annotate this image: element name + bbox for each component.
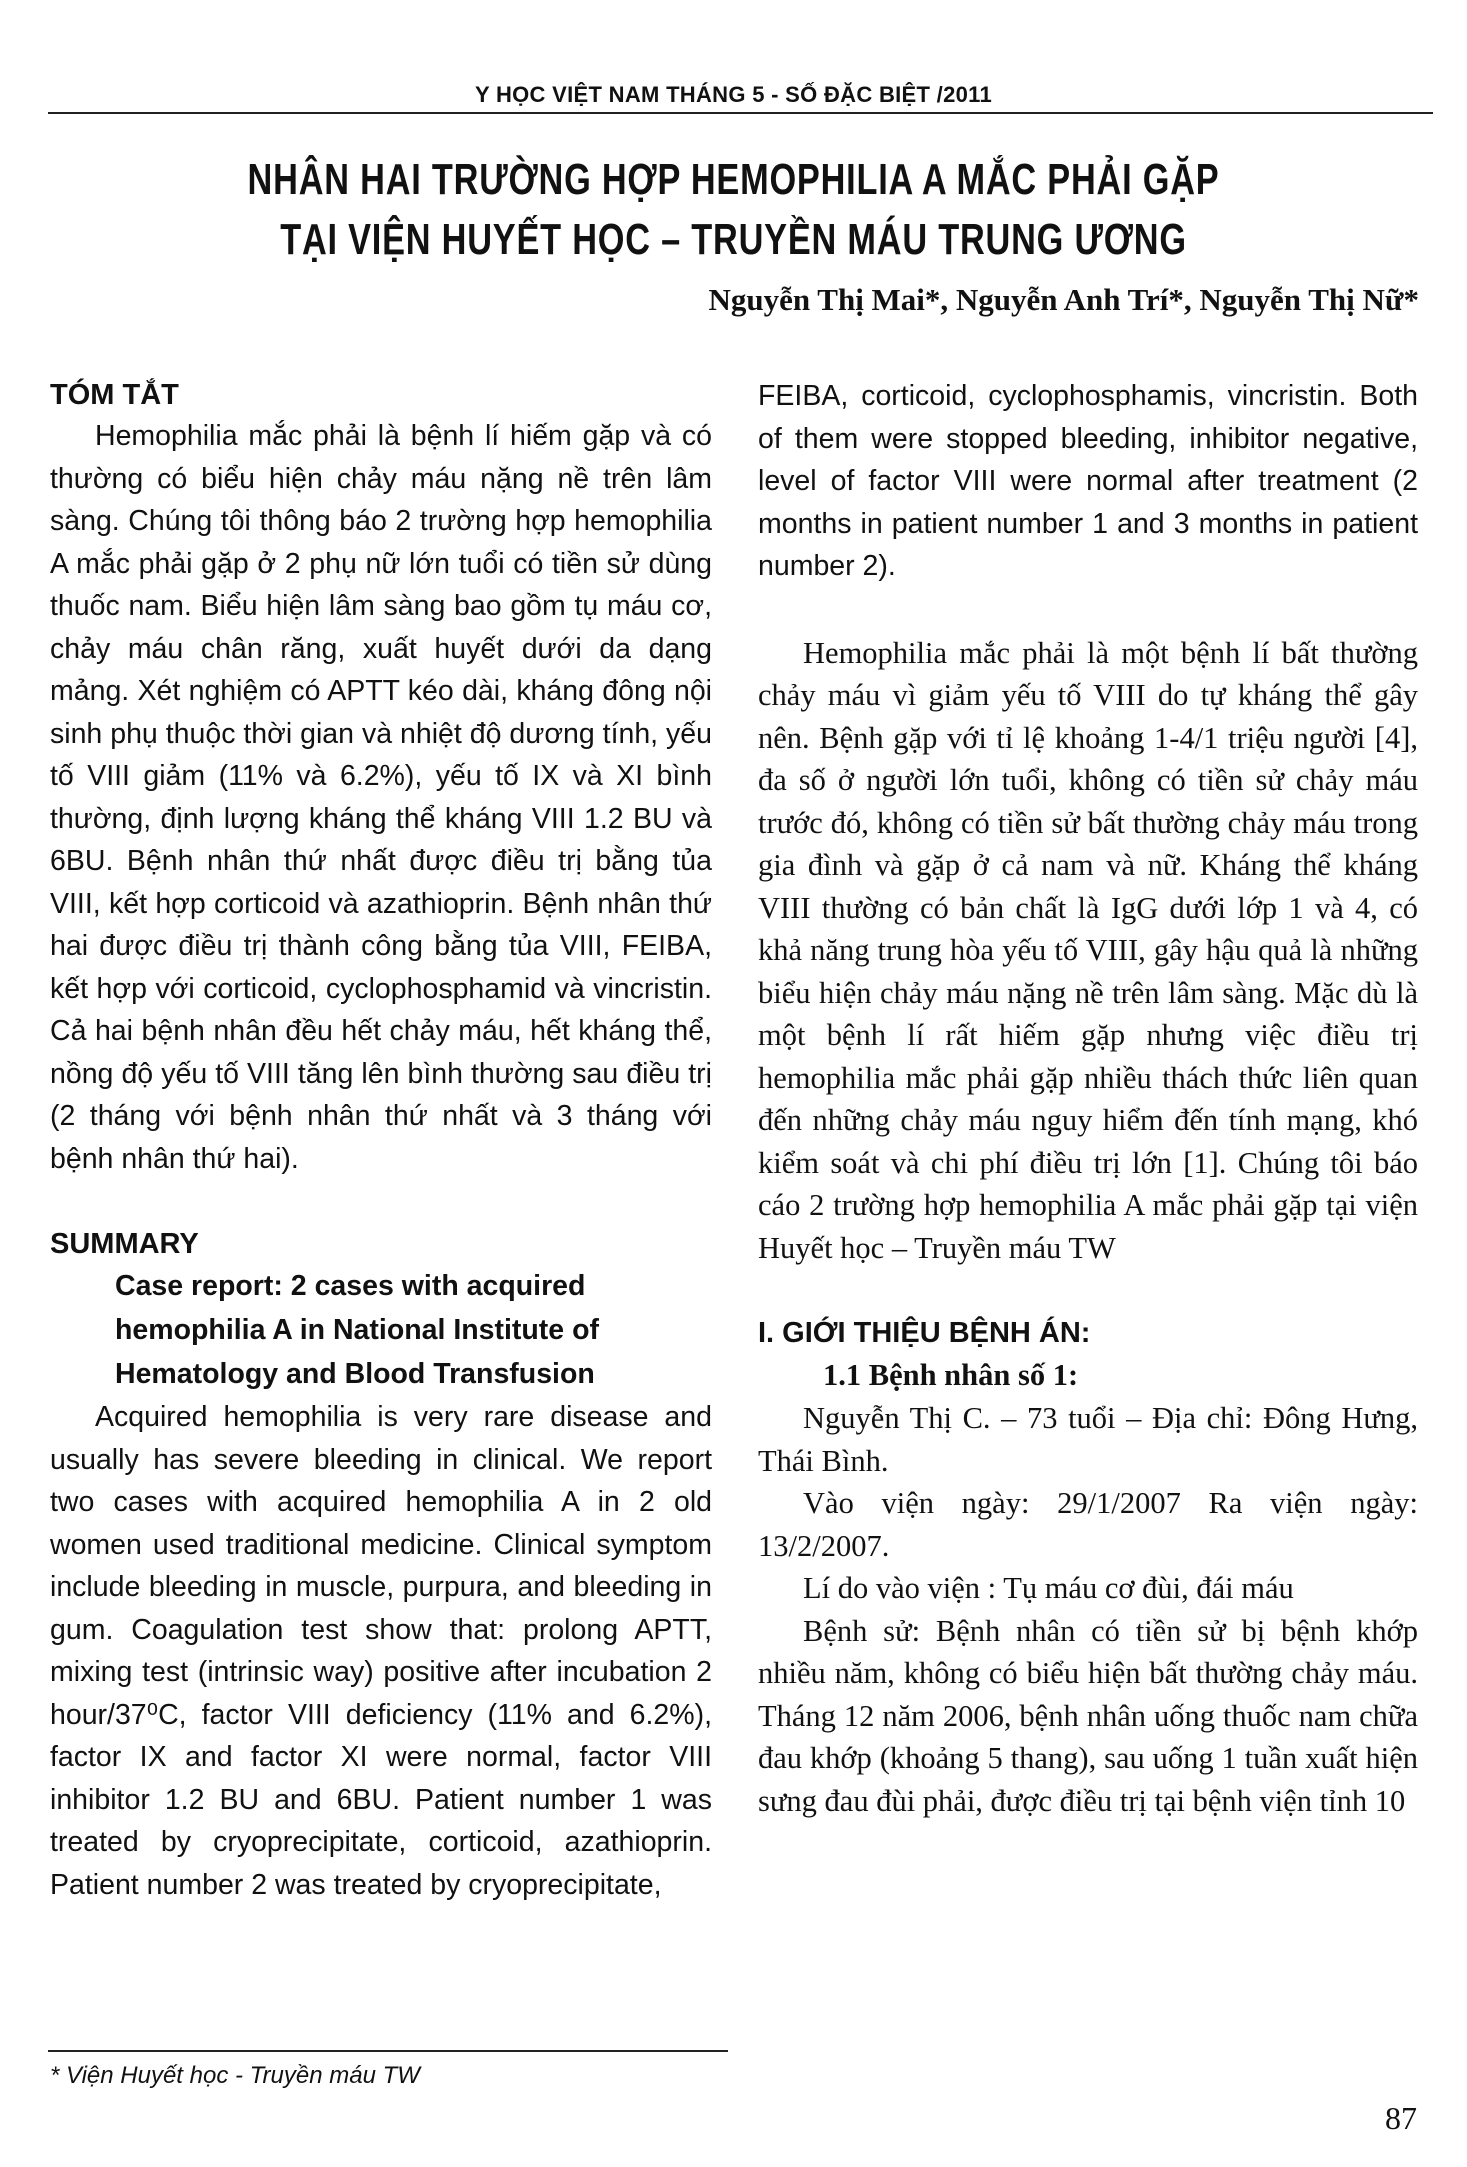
author-list: Nguyễn Thị Mai*, Nguyễn Anh Trí*, Nguyễn Thị Nữ* xyxy=(708,282,1419,317)
running-head: Y HỌC VIỆT NAM THÁNG 5 - SỐ ĐẶC BIỆT /2011 xyxy=(474,82,993,107)
title-line-1: NHÂN HAI TRƯỜNG HỢP HEMOPHILIA A MẮC PHẢI GẶP xyxy=(247,155,1220,204)
admission-reason: Lí do vào viện : Tụ máu cơ đùi, đái máu xyxy=(803,1571,1294,1605)
title-line-2: TẠI VIỆN HUYẾT HỌC – TRUYỀN MÁU TRUNG ƯƠNG xyxy=(280,215,1187,264)
summary-title: Case report: 2 cases with acquired hemophilia A in National Institute of Hematology and Blood Transfusion xyxy=(115,1270,599,1390)
patient-info: Nguyễn Thị C. – 73 tuổi – Địa chỉ: Đông Hưng, Thái Bình. xyxy=(758,1401,1418,1478)
tomtat-paragraph: Hemophilia mắc phải là bệnh lí hiếm gặp và có thường có biểu hiện chảy máu nặng nề trên lâm sàng. Chúng tôi thông báo 2 trường hợp hemophilia A mắc phải gặp ở 2 phụ nữ lớn tuổi có tiền sử dùng thuốc nam. Biểu hiện lâm sàng bao gồm tụ máu cơ, chảy máu chân răng, xuất huyết dưới da dạng mảng. Xét nghiệm có APTT kéo dài, kháng đông nội sinh phụ thuộc thời gian và nhiệt độ dương tính, yếu tố VIII giảm (11% và 6.2%), yếu tố IX và XI bình thường, định lượng kháng thể kháng VIII 1.2 BU và 6BU. Bệnh nhân thứ nhất được điều trị bằng tủa VIII, kết hợp corticoid và azathioprin. Bệnh nhân thứ hai được điều trị thành công bằng tủa VIII, FEIBA, kết hợp với corticoid, cyclophosphamid và vincristin. Cả hai bệnh nhân đều hết chảy máu, hết kháng thể, nồng độ yếu tố VIII tăng lên bình thường sau điều trị (2 tháng với bệnh nhân thứ nhất và 3 tháng với bệnh nhân thứ hai). xyxy=(50,420,712,1175)
section-1-heading: I. GIỚI THIỆU BỆNH ÁN: xyxy=(758,1317,1091,1349)
left-column xyxy=(50,375,712,1906)
intro-paragraph: Hemophilia mắc phải là một bệnh lí bất thường chảy máu vì giảm yếu tố VIII do tự kháng thể gây nên. Bệnh gặp với tỉ lệ khoảng 1-4/1 triệu người [4], đa số ở người lớn tuổi, không có tiền sử chảy máu trước đó, không có tiền sử bất thường chảy máu trong gia đình và gặp ở cả nam và nữ. Kháng thể kháng VIII thường có bản chất là IgG dưới lớp 1 và 4, có khả năng trung hòa yếu tố VIII, gây hậu quả là những biểu hiện chảy máu nặng nề trên lâm sàng. Mặc dù là một bệnh lí rất hiếm gặp nhưng việc điều trị hemophilia mắc phải gặp nhiều thách thức liên quan đến những chảy máu nguy hiểm đến tính mạng, khó kiểm soát và chi phí điều trị lớn [1]. Chúng tôi báo cáo 2 trường hợp hemophilia A mắc phải gặp tại viện Huyết học – Truyền máu TW xyxy=(758,635,1418,1265)
summary-continued: FEIBA, corticoid, cyclophosphamis, vincristin. Both of them were stopped bleeding, inhibitor negative, level of factor VIII were normal after treatment (2 months in patient number 1 and 3 months in patient number 2). xyxy=(758,380,1418,582)
article-title xyxy=(161,150,1305,270)
footnote-rule xyxy=(48,2050,728,2052)
header-rule xyxy=(48,112,1433,114)
right-column xyxy=(758,375,1418,1822)
tomtat-heading: TÓM TẮT xyxy=(50,379,179,411)
admission-dates: Vào viện ngày: 29/1/2007 Ra viện ngày: 13/2/2007. xyxy=(758,1486,1418,1563)
medical-history: Bệnh sử: Bệnh nhân có tiền sử bị bệnh khớp nhiều năm, không có biểu hiện bất thường chảy máu. Tháng 12 năm 2006, bệnh nhân uống thuốc nam chữa đau khớp (khoảng 5 thang), sau uống 1 tuần xuất hiện sưng đau đùi phải, được điều trị tại bệnh viện tỉnh 10 xyxy=(758,1613,1418,1818)
footnote: * Viện Huyết học - Truyền máu TW xyxy=(50,2062,420,2089)
summary-paragraph: Acquired hemophilia is very rare disease and usually has severe bleeding in clinical. We report two cases with acquired hemophilia A in 2 old women used traditional medicine. Clinical symptom include bleeding in muscle, purpura, and bleeding in gum. Coagulation test show that: prolong APTT, mixing test (intrinsic way) positive after incubation 2 hour/37⁰C, factor VIII deficiency (11% and 6.2%), factor IX and factor XI were normal, factor VIII inhibitor 1.2 BU and 6BU. Patient number 1 was treated by cryoprecipitate, corticoid, azathioprin. Patient number 2 was treated by cryoprecipitate, xyxy=(50,1401,712,1901)
subsection-1-1-heading: 1.1 Bệnh nhân số 1: xyxy=(823,1358,1079,1392)
summary-heading: SUMMARY xyxy=(50,1228,199,1260)
page-number: 87 xyxy=(1385,2100,1417,2136)
